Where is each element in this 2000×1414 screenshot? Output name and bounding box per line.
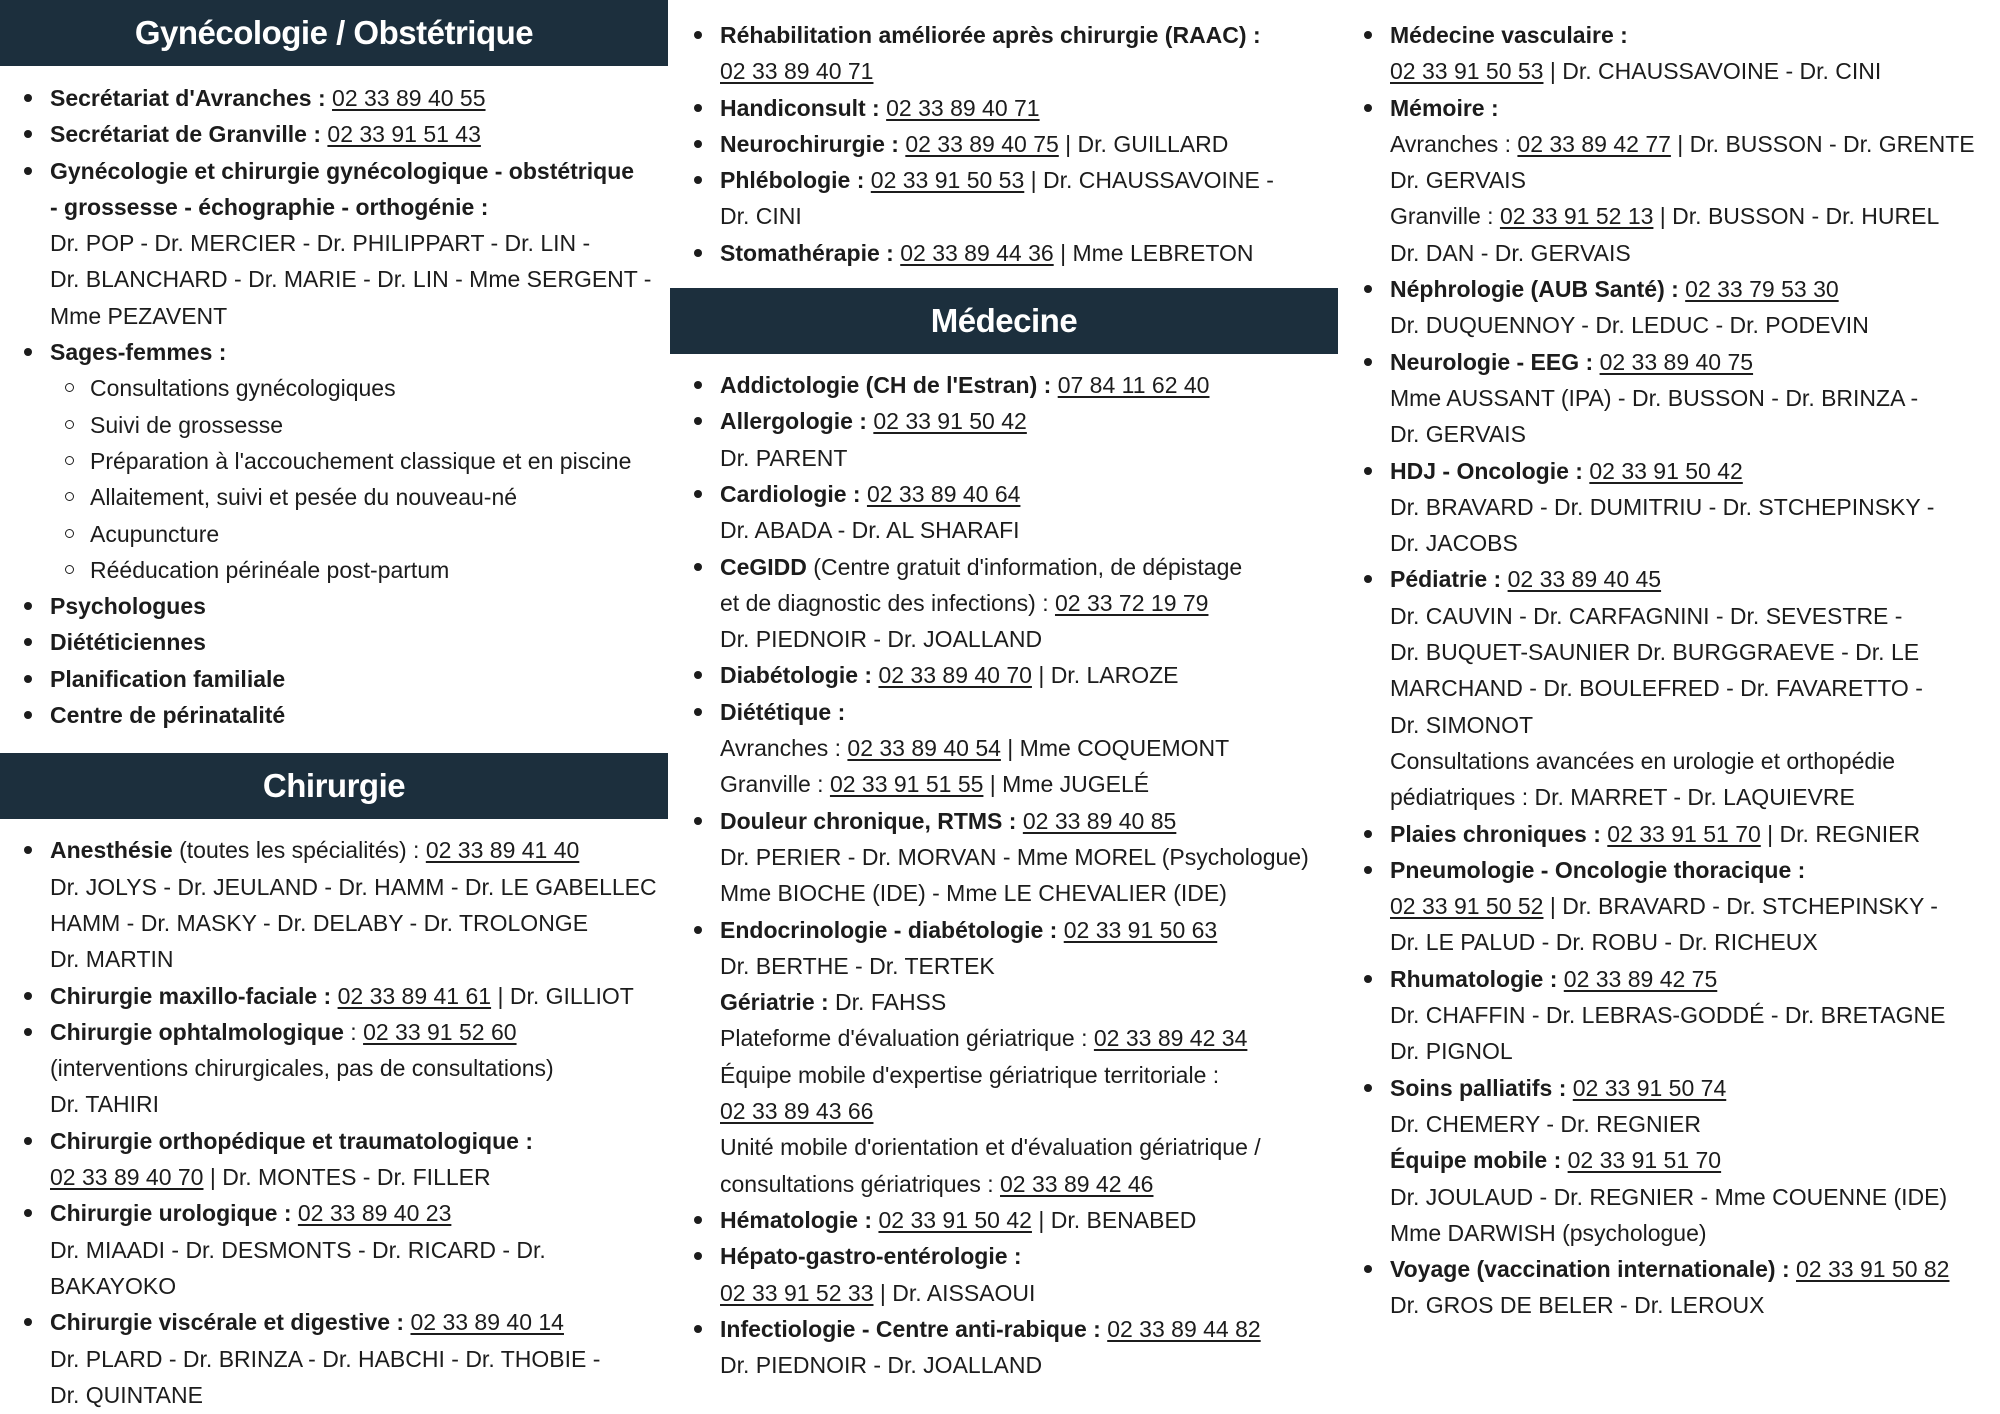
doctor-names: Dr. BUQUET-SAUNIER Dr. BURGGRAEVE - Dr. LE <box>1390 639 1920 666</box>
item-note: (Centre gratuit d'information, de dépistage <box>806 553 1243 580</box>
item-note: pédiatriques : Dr. MARRET - Dr. LAQUIEVRE <box>1390 784 1855 811</box>
list-item <box>720 1202 1338 1238</box>
item-label: Diabétologie : <box>720 662 879 689</box>
item-note: Plateforme d'évaluation gériatrique : <box>720 1025 1094 1052</box>
phone-number[interactable]: 02 33 89 40 14 <box>410 1309 564 1336</box>
item-label: Anesthésie <box>50 837 173 864</box>
phone-number[interactable]: 02 33 89 43 66 <box>720 1098 874 1125</box>
doctor-names: Dr. CHAFFIN - Dr. LEBRAS-GODDÉ - Dr. BRETAGNE <box>1390 1002 1946 1029</box>
item-label: Chirurgie maxillo-faciale : <box>50 982 338 1009</box>
doctor-names: Dr. SIMONOT <box>1390 711 1534 738</box>
doctor-names: Dr. CAUVIN - Dr. CARFAGNINI - Dr. SEVESTRE - <box>1390 602 1903 629</box>
doctor-names: Mme AUSSANT (IPA) - Dr. BUSSON - Dr. BRINZA - <box>1390 384 1919 411</box>
doctor-names: | Dr. AISSAOUI <box>873 1279 1036 1306</box>
phone-number[interactable]: 02 33 89 42 77 <box>1517 130 1671 157</box>
phone-number[interactable]: 02 33 72 19 79 <box>1054 589 1209 616</box>
list-item <box>1390 816 2000 852</box>
doctor-names: | Dr. GILLIOT <box>491 982 634 1009</box>
list-item <box>1390 961 2000 1070</box>
phone-number[interactable]: 02 33 89 40 75 <box>905 130 1059 157</box>
doctor-names: Dr. PIEDNOIR - Dr. JOALLAND <box>720 626 1043 653</box>
list-item <box>720 17 1338 90</box>
item-label: Addictologie (CH de l'Estran) : <box>720 372 1058 399</box>
phone-number[interactable]: 02 33 89 42 75 <box>1563 965 1718 992</box>
item-label: Soins palliatifs : <box>1390 1074 1573 1101</box>
section-header-medecine: Médecine <box>670 288 1338 354</box>
list-item <box>1390 1251 2000 1324</box>
item-label: Neurologie - EEG : <box>1390 348 1600 375</box>
doctor-names: Mme BIOCHE (IDE) - Mme LE CHEVALIER (IDE) <box>720 880 1227 907</box>
phone-number[interactable]: 02 33 89 40 54 <box>847 735 1001 762</box>
chirurgie-continued-list <box>670 17 1338 271</box>
list-item <box>1390 1070 2000 1251</box>
item-note: Unité mobile d'orientation et d'évaluation gériatrique / <box>720 1134 1261 1161</box>
section-header-gynecologie: Gynécologie / Obstétrique <box>0 0 668 66</box>
doctor-names: Dr. PLARD - Dr. BRINZA - Dr. HABCHI - Dr. THOBIE - <box>50 1345 601 1372</box>
list-item <box>50 1014 668 1123</box>
list-item <box>720 367 1338 403</box>
doctor-names: | Dr. REGNIER <box>1760 820 1921 847</box>
item-label: Médecine vasculaire : <box>1390 22 1628 48</box>
phone-number[interactable]: 02 33 89 42 34 <box>1093 1025 1248 1052</box>
sub-list-item: Préparation à l'accouchement classique et en piscine <box>90 443 668 479</box>
doctor-names: | Dr. BRAVARD - Dr. STCHEPINSKY - <box>1543 893 1938 920</box>
sub-list-item: Allaitement, suivi et pesée du nouveau-né <box>90 479 668 515</box>
list-item <box>50 697 668 733</box>
phone-number[interactable]: 02 33 89 40 70 <box>50 1164 204 1191</box>
doctor-names: Dr. BERTHE - Dr. TERTEK <box>720 952 995 979</box>
list-item <box>50 153 668 334</box>
doctor-names: | Dr. CHAUSSAVOINE - Dr. CINI <box>1543 58 1882 85</box>
item-label: Infectiologie - Centre anti-rabique : <box>720 1315 1108 1342</box>
item-label: Chirurgie viscérale et digestive : <box>50 1309 411 1336</box>
item-label: Psychologues <box>50 593 206 620</box>
doctor-names: Dr. PERIER - Dr. MORVAN - Mme MOREL (Psychologue) <box>720 843 1309 870</box>
list-item <box>720 403 1338 476</box>
list-item <box>720 90 1338 126</box>
site-label: Avranches : <box>720 735 848 762</box>
doctor-names: | Dr. LAROZE <box>1031 662 1179 689</box>
list-item <box>720 803 1338 912</box>
doctor-names: | Dr. CHAUSSAVOINE - <box>1024 167 1274 194</box>
item-label: Rhumatologie : <box>1390 965 1564 992</box>
phone-number[interactable]: 02 33 91 52 60 <box>363 1018 517 1045</box>
phone-number[interactable]: 02 33 89 40 85 <box>1022 807 1177 834</box>
phone-number[interactable]: 02 33 91 51 55 <box>829 771 984 798</box>
item-label: Équipe mobile : <box>1390 1147 1568 1174</box>
phone-number[interactable]: 02 33 89 44 82 <box>1107 1315 1261 1342</box>
phone-number[interactable]: 02 33 91 51 70 <box>1607 820 1761 847</box>
item-label: Stomathérapie : <box>720 239 901 266</box>
phone-number[interactable]: 02 33 89 41 61 <box>337 982 492 1009</box>
item-label: Pneumologie - Oncologie thoracique : <box>1390 856 1806 883</box>
list-item <box>50 116 668 152</box>
item-label: Douleur chronique, RTMS : <box>720 807 1023 834</box>
list-item <box>720 912 1338 1202</box>
list-item <box>50 1195 668 1304</box>
item-label: Plaies chroniques : <box>1390 820 1608 847</box>
doctor-names: | Dr. MONTES - Dr. FILLER <box>203 1164 491 1191</box>
list-item <box>50 334 668 588</box>
item-label: Secrétariat d'Avranches : <box>50 85 333 111</box>
phone-number[interactable]: 02 33 91 50 42 <box>1589 457 1743 484</box>
chirurgie-list <box>0 832 668 1413</box>
list-item <box>50 624 668 660</box>
phone-number[interactable]: 02 33 91 50 53 <box>1390 58 1544 85</box>
doctor-names: Dr. GERVAIS <box>1390 421 1526 448</box>
doctor-names: Dr. LE PALUD - Dr. ROBU - Dr. RICHEUX <box>1390 929 1818 956</box>
list-item <box>1390 90 2000 271</box>
doctor-names: Dr. JACOBS <box>1390 530 1518 557</box>
list-item <box>50 80 668 116</box>
sub-list-item: Suivi de grossesse <box>90 407 668 443</box>
phone-number[interactable]: 02 33 89 42 46 <box>1000 1170 1154 1197</box>
item-label: Mémoire : <box>1390 94 1499 121</box>
list-item <box>50 978 668 1014</box>
list-item <box>720 1238 1338 1311</box>
item-note: : <box>343 1018 364 1045</box>
phone-number[interactable]: 02 33 89 40 23 <box>297 1200 452 1227</box>
item-label: Handiconsult : <box>720 94 887 121</box>
list-item <box>720 657 1338 693</box>
site-label: Avranches : <box>1390 130 1518 157</box>
item-label: Secrétariat de Granville : <box>50 121 328 148</box>
doctor-names: Dr. MARTIN <box>50 946 174 973</box>
item-label: Neurochirurgie : <box>720 130 906 157</box>
doctor-names: HAMM - Dr. MASKY - Dr. DELABY - Dr. TROLONGE <box>50 909 589 936</box>
item-label: Planification familiale <box>50 665 286 692</box>
phone-number[interactable]: 02 33 91 50 74 <box>1572 1074 1727 1101</box>
list-item <box>50 832 668 977</box>
medecine-continued-list <box>1340 17 2000 1324</box>
item-label: Cardiologie : <box>720 480 867 507</box>
item-label: Hématologie : <box>720 1206 879 1233</box>
item-label: Endocrinologie - diabétologie : <box>720 916 1064 943</box>
item-label: Sages-femmes : <box>50 339 227 366</box>
list-item <box>720 235 1338 271</box>
phone-number[interactable]: 02 33 89 44 36 <box>900 239 1054 266</box>
phone-number[interactable]: 02 33 91 50 63 <box>1063 916 1218 943</box>
doctor-names: | Dr. BUSSON - Dr. GRENTE <box>1670 130 1975 157</box>
list-item <box>720 126 1338 162</box>
phone-number[interactable]: 02 33 89 41 40 <box>425 837 580 864</box>
phone-number[interactable]: 02 33 91 52 13 <box>1499 203 1654 230</box>
doctor-names: Dr. TAHIRI <box>50 1091 160 1118</box>
column-middle <box>670 0 1338 1383</box>
doctor-names: Dr. PARENT <box>720 444 848 471</box>
list-item <box>720 694 1338 803</box>
doctor-names: | Dr. BUSSON - Dr. HUREL <box>1653 203 1940 230</box>
item-label: - grossesse - échographie - orthogénie : <box>50 193 489 220</box>
doctor-names: Dr. GERVAIS <box>1390 167 1526 194</box>
doctor-names: Dr. BRAVARD - Dr. DUMITRIU - Dr. STCHEPINSKY - <box>1390 493 1935 520</box>
item-label: Chirurgie urologique : <box>50 1200 298 1227</box>
doctor-names: Dr. PIEDNOIR - Dr. JOALLAND <box>720 1352 1043 1379</box>
sub-list-item: Consultations gynécologiques <box>90 370 668 406</box>
doctor-names: Dr. PIGNOL <box>1390 1038 1513 1065</box>
doctor-names: Dr. MIAADI - Dr. DESMONTS - Dr. RICARD - Dr. BAKAYOKO <box>50 1236 546 1299</box>
item-label: Chirurgie ophtalmologique <box>50 1018 344 1045</box>
medecine-list <box>670 367 1338 1383</box>
item-label: Chirurgie orthopédique et traumatologique : <box>50 1127 533 1154</box>
phone-number[interactable]: 02 33 91 50 42 <box>873 408 1027 435</box>
sub-list-item: Rééducation périnéale post-partum <box>90 552 668 588</box>
doctor-names: MARCHAND - Dr. BOULEFRED - Dr. FAVARETTO - <box>1390 675 1923 702</box>
list-item <box>720 549 1338 658</box>
list-item <box>720 1311 1338 1384</box>
doctor-names: Dr. CHEMERY - Dr. REGNIER <box>1390 1110 1701 1137</box>
item-label: CeGIDD <box>720 553 807 580</box>
list-item <box>1390 17 2000 90</box>
item-label: Gériatrie : <box>720 989 836 1016</box>
phone-number[interactable]: 02 33 89 40 55 <box>332 85 486 111</box>
phone-number[interactable]: 07 84 11 62 40 <box>1057 372 1210 399</box>
item-note: Consultations avancées en urologie et orthopédie <box>1390 747 1896 774</box>
item-note: et de diagnostic des infections) : <box>720 589 1055 616</box>
doctor-names: Dr. CINI <box>720 203 802 230</box>
list-item <box>50 588 668 624</box>
phone-number[interactable]: 02 33 91 50 82 <box>1796 1256 1950 1283</box>
site-label: Granville : <box>1390 203 1500 230</box>
phone-number[interactable]: 02 33 91 50 53 <box>870 167 1025 194</box>
phone-number[interactable]: 02 33 89 40 75 <box>1599 348 1754 375</box>
doctor-names: Dr. DUQUENNOY - Dr. LEDUC - Dr. PODEVIN <box>1390 312 1869 339</box>
item-label: Diététique : <box>720 698 846 725</box>
phone-number[interactable]: 02 33 89 40 71 <box>886 94 1040 121</box>
doctor-names: Dr. JOULAUD - Dr. REGNIER - Mme COUENNE (IDE) <box>1390 1183 1948 1210</box>
doctor-names: | Mme COQUEMONT <box>1000 735 1230 762</box>
column-right <box>1340 0 2000 1324</box>
phone-number[interactable]: 02 33 91 51 43 <box>327 121 481 148</box>
doctor-names: | Mme LEBRETON <box>1053 239 1254 266</box>
phone-number[interactable]: 02 33 91 51 70 <box>1567 1147 1722 1174</box>
list-item <box>1390 561 2000 815</box>
item-label: Voyage (vaccination internationale) : <box>1390 1256 1796 1283</box>
item-note: Équipe mobile d'expertise gériatrique territoriale : <box>720 1061 1220 1088</box>
item-note: (toutes les spécialités) : <box>172 837 426 864</box>
item-label: Diététiciennes <box>50 629 206 656</box>
doctor-names: Dr. FAHSS <box>835 989 947 1016</box>
doctor-names: Dr. POP - Dr. MERCIER - Dr. PHILIPPART - Dr. LIN - <box>50 230 591 257</box>
item-note: (interventions chirurgicales, pas de consultations) <box>50 1055 554 1082</box>
doctor-names: Dr. JOLYS - Dr. JEULAND - Dr. HAMM - Dr. LE GABELLEC <box>50 873 657 900</box>
phone-number[interactable]: 02 33 79 53 30 <box>1685 276 1839 303</box>
list-item <box>50 1123 668 1196</box>
phone-number[interactable]: 02 33 91 50 42 <box>878 1206 1032 1233</box>
list-item <box>720 162 1338 235</box>
doctor-names: | Dr. GUILLARD <box>1058 130 1229 157</box>
list-item <box>50 1304 668 1413</box>
sub-list-item: Acupuncture <box>90 516 668 552</box>
doctor-names: Mme DARWISH (psychologue) <box>1390 1219 1707 1246</box>
item-label: Centre de périnatalité <box>50 702 286 729</box>
sub-list <box>50 370 668 588</box>
phone-number[interactable]: 02 33 89 40 71 <box>720 58 874 85</box>
list-item <box>1390 852 2000 961</box>
list-item <box>1390 344 2000 453</box>
doctor-names: Dr. DAN - Dr. GERVAIS <box>1390 239 1631 266</box>
site-label: Granville : <box>720 771 830 798</box>
section-header-chirurgie: Chirurgie <box>0 753 668 819</box>
doctor-names: Dr. ABADA - Dr. AL SHARAFI <box>720 517 1020 544</box>
item-label: Pédiatrie : <box>1390 566 1508 593</box>
item-label: HDJ - Oncologie : <box>1390 457 1590 484</box>
phone-number[interactable]: 02 33 91 50 52 <box>1390 893 1544 920</box>
phone-number[interactable]: 02 33 91 52 33 <box>720 1279 874 1306</box>
item-label: Gynécologie et chirurgie gynécologique - obstétrique <box>50 157 635 184</box>
list-item <box>1390 271 2000 344</box>
item-note: consultations gériatriques : <box>720 1170 1000 1197</box>
phone-number[interactable]: 02 33 89 40 64 <box>866 480 1021 507</box>
doctor-names: | Mme JUGELÉ <box>983 771 1150 798</box>
list-item <box>50 661 668 697</box>
doctor-names: Mme PEZAVENT <box>50 302 228 329</box>
phone-number[interactable]: 02 33 89 40 70 <box>878 662 1032 689</box>
column-left <box>0 0 668 1413</box>
item-label: Allergologie : <box>720 408 874 435</box>
item-label: Néphrologie (AUB Santé) : <box>1390 276 1686 303</box>
list-item <box>1390 453 2000 562</box>
item-label: Réhabilitation améliorée après chirurgie (RAAC) : <box>720 22 1261 48</box>
doctor-names: Dr. GROS DE BELER - Dr. LEROUX <box>1390 1292 1765 1319</box>
item-label: Phlébologie : <box>720 167 871 194</box>
gynecologie-list <box>0 80 668 733</box>
doctor-names: | Dr. BENABED <box>1031 1206 1197 1233</box>
item-label: Hépato-gastro-entérologie : <box>720 1243 1022 1270</box>
list-item <box>720 476 1338 549</box>
doctor-names: Dr. BLANCHARD - Dr. MARIE - Dr. LIN - Mme SERGENT - <box>50 266 652 293</box>
phone-number[interactable]: 02 33 89 40 45 <box>1507 566 1662 593</box>
doctor-names: Dr. QUINTANE <box>50 1381 203 1408</box>
